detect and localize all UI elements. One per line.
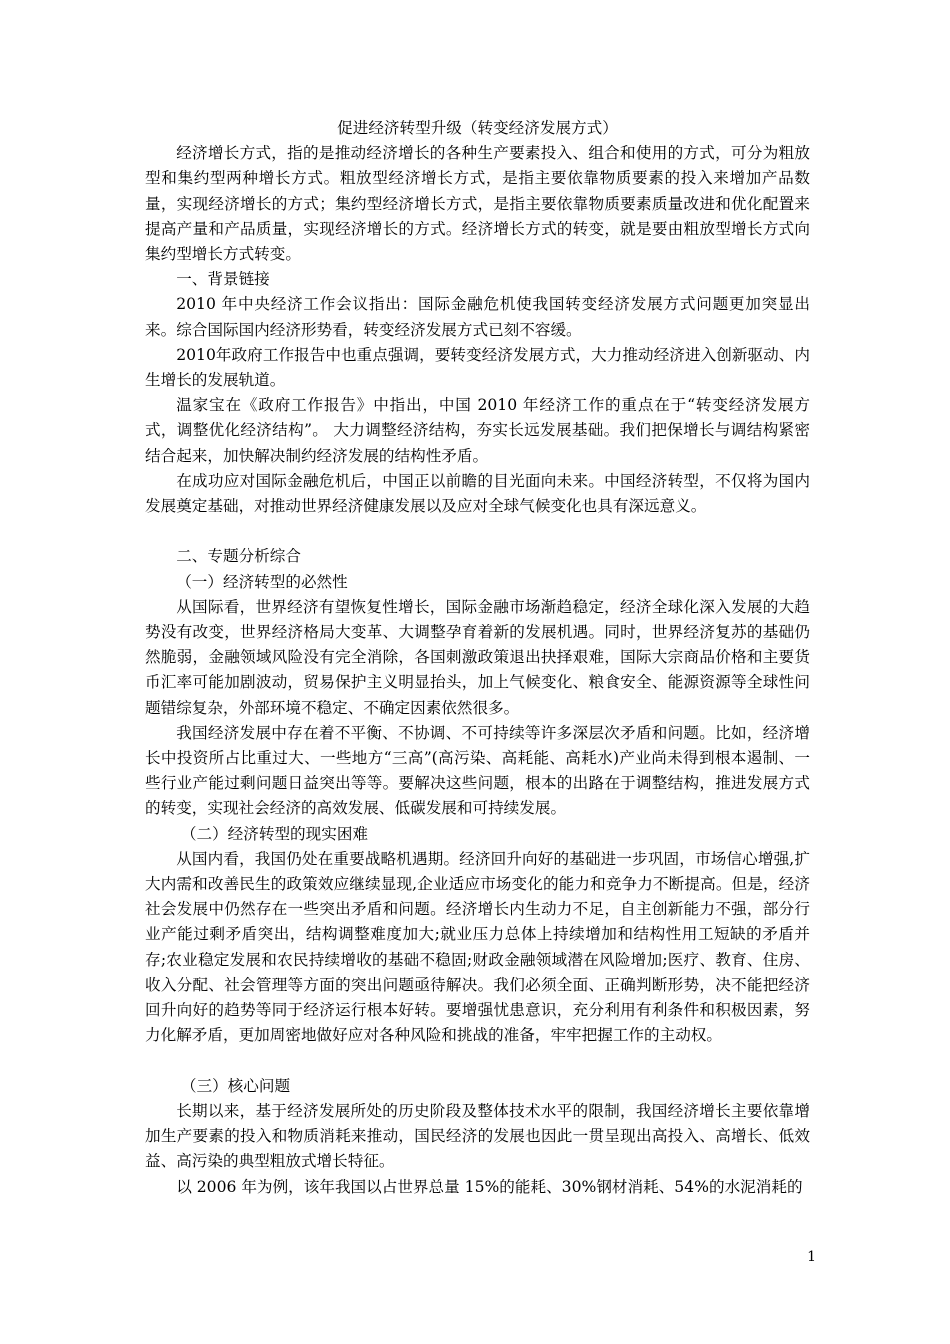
core-issue-paragraph-1: 长期以来，基于经济发展所处的历史阶段及整体技术水平的限制，我国经济增长主要依靠增加生产要素的投入和物质消耗来推动，国民经济的发展也因此一贯呈现出高投入、高增长、低效益、高污染的典型粗放式增长特征。 bbox=[145, 1101, 810, 1171]
section-heading-background: 一、背景链接 bbox=[176, 270, 270, 289]
section-heading-analysis: 二、专题分析综合 bbox=[176, 547, 301, 566]
document-body bbox=[145, 116, 810, 1200]
background-paragraph-1: 2010 年中央经济工作会议指出：国际金融危机使我国转变经济发展方式问题更加突显出来。综合国际国内经济形势看，转变经济发展方式已刻不容缓。 bbox=[145, 295, 810, 339]
blank-line bbox=[145, 1049, 810, 1074]
background-paragraph-3: 温家宝在《政府工作报告》中指出，中国 2010 年经济工作的重点在于“转变经济发展方式，调整优化经济结构”。 大力调整经济结构，夯实长远发展基础。我们把保增长与调结构紧密结合起来，加快解决制约经济发展的结构性矛盾。 bbox=[145, 396, 810, 465]
core-issue-paragraph-2: 以 2006 年为例，该年我国以占世界总量 15%的能耗、30%钢材消耗、54%的水泥消耗的 bbox=[176, 1177, 803, 1196]
necessity-paragraph-2: 我国经济发展中存在着不平衡、不协调、不可持续等许多深层次矛盾和问题。比如，经济增长中投资所占比重过大、一些地方“三高”(高污染、高耗能、高耗水)产业尚未得到根本遏制、一些行业产能过剩问题日益突出等等。要解决这些问题，根本的出路在于调整结构，推进发展方式的转变，实现社会经济的高效发展、低碳发展和可持续发展。 bbox=[145, 723, 810, 818]
page-number: 1 bbox=[807, 1249, 816, 1265]
background-paragraph-4: 在成功应对国际金融危机后，中国正以前瞻的目光面向未来。中国经济转型，不仅将为国内发展奠定基础，对推动世界经济健康发展以及应对全球气候变化也具有深远意义。 bbox=[145, 471, 810, 516]
subsection-heading-core-issue: （三）核心问题 bbox=[180, 1076, 291, 1095]
difficulty-paragraph-1: 从国内看，我国仍处在重要战略机遇期。经济回升向好的基础进一步巩固，市场信心增强,扩大内需和改善民生的政策效应继续显现,企业适应市场变化的能力和竞争力不断提高。但是，经济社会发展中仍然存在一些突出矛盾和问题。经济增长内生动力不足，自主创新能力不强，部分行业产能过剩矛盾突出，结构调整难度加大;就业压力总体上持续增加和结构性用工短缺的矛盾并存;农业稳定发展和农民持续增收的基础不稳固;财政金融领域潜在风险增加;医疗、教育、住房、收入分配、社会管理等方面的突出问题亟待解决。我们必须全面、正确判断形势，决不能把经济回升向好的趋势等同于经济运行根本好转。要增强忧患意识，充分利用有利条件和积极因素，努力化解矛盾，更加周密地做好应对各种风险和挑战的准备，牢牢把握工作的主动权。 bbox=[145, 849, 810, 1045]
intro-paragraph: 经济增长方式，指的是推动经济增长的各种生产要素投入、组合和使用的方式，可分为粗放型和集约型两种增长方式。粗放型经济增长方式，是指主要依靠物质要素的投入来增加产品数量，实现经济增长的方式；集约型经济增长方式，是指主要依靠物质要素质量改进和优化配置来提高产量和产品质量，实现经济增长的方式。经济增长方式的转变，就是要由粗放型增长方式向集约型增长方式转变。 bbox=[145, 144, 810, 264]
subsection-heading-difficulty: （二）经济转型的现实困难 bbox=[180, 824, 369, 843]
document-title: 促进经济转型升级（转变经济发展方式） bbox=[337, 119, 618, 137]
necessity-paragraph-1: 从国际看，世界经济有望恢复性增长，国际金融市场渐趋稳定，经济全球化深入发展的大趋势没有改变，世界经济格局大变革、大调整孕育着新的发展机遇。同时，世界经济复苏的基础仍然脆弱，金融领域风险没有完全消除，各国刺激政策退出抉择艰难，国际大宗商品价格和主要货币汇率可能加剧波动，贸易保护主义明显抬头，加上气候变化、粮食安全、能源资源等全球性问题错综复杂，外部环境不稳定、不确定因素依然很多。 bbox=[145, 597, 810, 717]
subsection-heading-necessity: （一）经济转型的必然性 bbox=[176, 572, 348, 591]
background-paragraph-2: 2010年政府工作报告中也重点强调，要转变经济发展方式，大力推动经济进入创新驱动、内生增长的发展轨道。 bbox=[145, 345, 810, 390]
blank-line bbox=[145, 519, 810, 544]
